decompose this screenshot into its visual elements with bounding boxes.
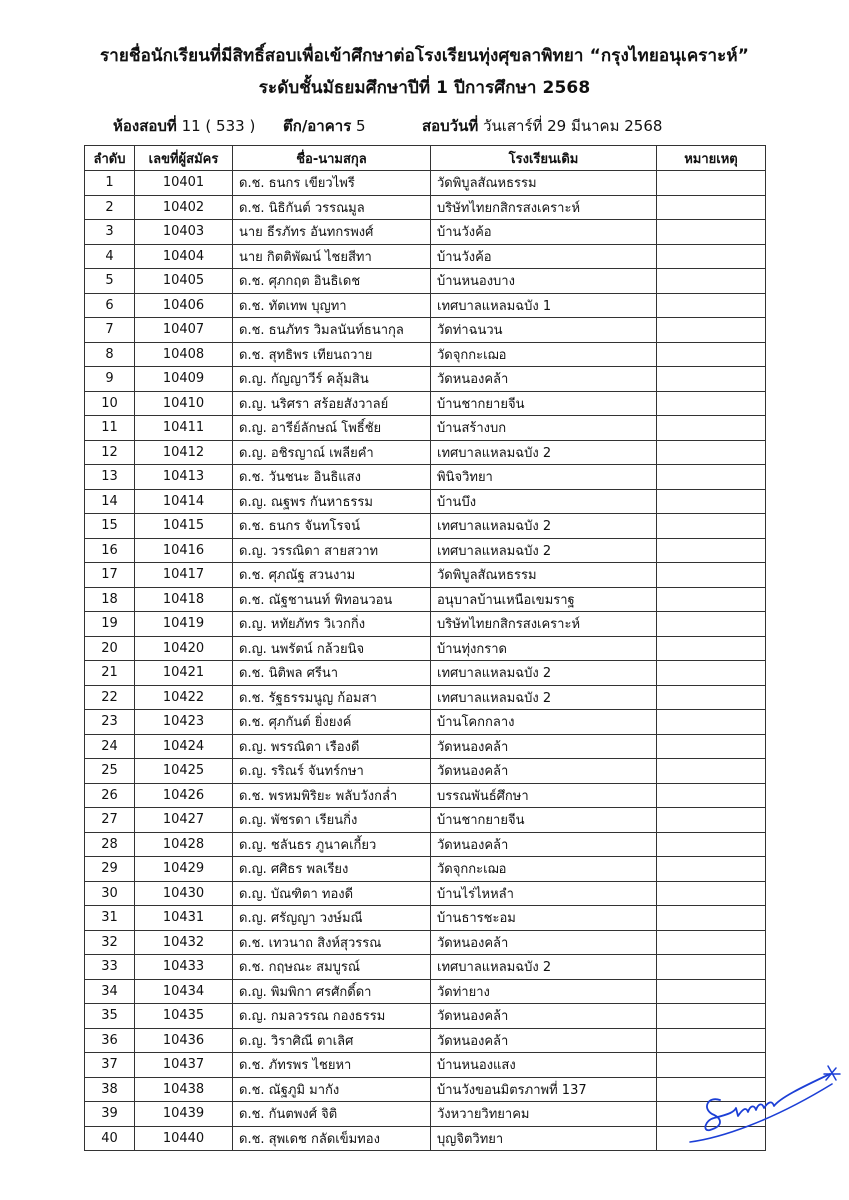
applicant-id-cell: 10403 xyxy=(135,220,233,245)
table-row xyxy=(85,563,766,588)
table-row xyxy=(85,759,766,784)
table-row xyxy=(85,293,766,318)
row-number-cell: 32 xyxy=(85,930,135,955)
remarks-cell xyxy=(657,538,766,563)
remarks-cell xyxy=(657,489,766,514)
table-row xyxy=(85,587,766,612)
row-number-cell: 27 xyxy=(85,808,135,833)
student-name-cell: ด.ช. ศุภณัฐ สวนงาม xyxy=(233,563,431,588)
student-name-cell: ด.ญ. พัชรดา เรียนกิ่ง xyxy=(233,808,431,833)
applicant-id-cell: 10409 xyxy=(135,367,233,392)
table-row xyxy=(85,538,766,563)
applicant-id-cell: 10416 xyxy=(135,538,233,563)
student-name-cell: ด.ญ. ณฐพร กันหาธรรม xyxy=(233,489,431,514)
applicant-id-cell: 10415 xyxy=(135,514,233,539)
table-row xyxy=(85,391,766,416)
former-school-cell: เทศบาลแหลมฉบัง 1 xyxy=(431,293,657,318)
student-name-cell: ด.ช. รัฐธรรมนูญ ก้อมสา xyxy=(233,685,431,710)
applicant-id-cell: 10427 xyxy=(135,808,233,833)
table-row xyxy=(85,318,766,343)
table-row xyxy=(85,465,766,490)
signature-image xyxy=(650,1060,849,1160)
row-number-cell: 37 xyxy=(85,1053,135,1078)
remarks-cell xyxy=(657,416,766,441)
table-row xyxy=(85,808,766,833)
applicant-id-cell: 10407 xyxy=(135,318,233,343)
row-number-cell: 11 xyxy=(85,416,135,441)
student-name-cell: ด.ช. ศุภกฤต อินธิเดช xyxy=(233,269,431,294)
exam-date-label: สอบวันที่ xyxy=(422,117,479,135)
table-row xyxy=(85,857,766,882)
row-number-cell: 6 xyxy=(85,293,135,318)
remarks-cell xyxy=(657,587,766,612)
row-number-cell: 23 xyxy=(85,710,135,735)
row-number-cell: 29 xyxy=(85,857,135,882)
table-row xyxy=(85,685,766,710)
remarks-cell xyxy=(657,832,766,857)
table-row xyxy=(85,661,766,686)
table-body xyxy=(85,171,766,1151)
student-name-cell: ด.ช. ภัทรพร ไชยหา xyxy=(233,1053,431,1078)
column-header-former-school: โรงเรียนเดิม xyxy=(431,146,657,171)
table-row xyxy=(85,1004,766,1029)
document-subtitle: ระดับชั้นมัธยมศึกษาปีที่ 1 ปีการศึกษา 2568 xyxy=(258,78,591,98)
applicant-id-cell: 10414 xyxy=(135,489,233,514)
student-list-table xyxy=(84,145,766,1151)
former-school-cell: บริษัทไทยกสิกรสงเคราะห์ xyxy=(431,612,657,637)
remarks-cell xyxy=(657,1028,766,1053)
row-number-cell: 7 xyxy=(85,318,135,343)
table-row xyxy=(85,269,766,294)
former-school-cell: บ้านไร่ไหหลำ xyxy=(431,881,657,906)
remarks-cell xyxy=(657,563,766,588)
student-name-cell: ด.ญ. ชลันธร ภูนาคเกี้ยว xyxy=(233,832,431,857)
row-number-cell: 21 xyxy=(85,661,135,686)
row-number-cell: 1 xyxy=(85,171,135,196)
student-name-cell: ด.ช. วันชนะ อินธิแสง xyxy=(233,465,431,490)
row-number-cell: 17 xyxy=(85,563,135,588)
applicant-id-cell: 10437 xyxy=(135,1053,233,1078)
former-school-cell: วัดท่ายาง xyxy=(431,979,657,1004)
former-school-cell: บ้านบึง xyxy=(431,489,657,514)
former-school-cell: บ้านหนองบาง xyxy=(431,269,657,294)
row-number-cell: 10 xyxy=(85,391,135,416)
table-row xyxy=(85,514,766,539)
row-number-cell: 18 xyxy=(85,587,135,612)
student-name-cell: ด.ช. สุพเดช กลัดเข็มทอง xyxy=(233,1126,431,1151)
exam-room-info xyxy=(113,114,255,138)
student-name-cell: ด.ช. ณัฐชานนท์ พิทอนวอน xyxy=(233,587,431,612)
former-school-cell: บ้านวังขอนมิตรภาพที่ 137 xyxy=(431,1077,657,1102)
table-row xyxy=(85,881,766,906)
row-number-cell: 12 xyxy=(85,440,135,465)
student-name-cell: ด.ช. ณัฐภูมิ มากัง xyxy=(233,1077,431,1102)
document-title: รายชื่อนักเรียนที่มีสิทธิ์สอบเพื่อเข้าศึกษาต่อโรงเรียนทุ่งศุขลาพิทยา “กรุงไทยอนุเคราะห์” xyxy=(100,46,749,66)
student-name-cell: ด.ญ. พิมพิกา ศรศักดิ์ดา xyxy=(233,979,431,1004)
remarks-cell xyxy=(657,220,766,245)
student-name-cell: ด.ญ. กัญญาวีร์ คลุ้มสิน xyxy=(233,367,431,392)
table-row xyxy=(85,612,766,637)
remarks-cell xyxy=(657,195,766,220)
former-school-cell: บรรณพันธ์ศึกษา xyxy=(431,783,657,808)
table-row xyxy=(85,979,766,1004)
former-school-cell: บ้านทุ่งกราด xyxy=(431,636,657,661)
former-school-cell: วังหวายวิทยาคม xyxy=(431,1102,657,1127)
column-header-remarks: หมายเหตุ xyxy=(657,146,766,171)
student-name-cell: ด.ช. ทัตเทพ บุญทา xyxy=(233,293,431,318)
column-header-name: ชื่อ-นามสกุล xyxy=(233,146,431,171)
former-school-cell: เทศบาลแหลมฉบัง 2 xyxy=(431,538,657,563)
applicant-id-cell: 10413 xyxy=(135,465,233,490)
row-number-cell: 5 xyxy=(85,269,135,294)
remarks-cell xyxy=(657,269,766,294)
former-school-cell: พินิจวิทยา xyxy=(431,465,657,490)
remarks-cell xyxy=(657,710,766,735)
student-name-cell: ด.ญ. นริศรา สร้อยสังวาลย์ xyxy=(233,391,431,416)
row-number-cell: 35 xyxy=(85,1004,135,1029)
student-name-cell: ด.ญ. อชิรญาณ์ เพลียคำ xyxy=(233,440,431,465)
remarks-cell xyxy=(657,734,766,759)
student-name-cell: ด.ช. พรหมพิริยะ พลับวังกล่ำ xyxy=(233,783,431,808)
former-school-cell: บ้านชากยายจีน xyxy=(431,808,657,833)
row-number-cell: 3 xyxy=(85,220,135,245)
applicant-id-cell: 10431 xyxy=(135,906,233,931)
table-row xyxy=(85,244,766,269)
student-name-cell: ด.ช. ธนกร เขียวไพรี xyxy=(233,171,431,196)
remarks-cell xyxy=(657,857,766,882)
row-number-cell: 20 xyxy=(85,636,135,661)
row-number-cell: 33 xyxy=(85,955,135,980)
remarks-cell xyxy=(657,808,766,833)
remarks-cell xyxy=(657,636,766,661)
applicant-id-cell: 10436 xyxy=(135,1028,233,1053)
former-school-cell: วัดจุกกะเฌอ xyxy=(431,342,657,367)
row-number-cell: 16 xyxy=(85,538,135,563)
remarks-cell xyxy=(657,244,766,269)
row-number-cell: 2 xyxy=(85,195,135,220)
applicant-id-cell: 10435 xyxy=(135,1004,233,1029)
table-row xyxy=(85,171,766,196)
former-school-cell: บ้านธารชะอม xyxy=(431,906,657,931)
former-school-cell: บ้านชากยายจีน xyxy=(431,391,657,416)
student-name-cell: ด.ช. ศุภกันต์ ยิ่งยงค์ xyxy=(233,710,431,735)
student-name-cell: นาย ธีรภัทร อันทกรพงศ์ xyxy=(233,220,431,245)
signature-star-mark xyxy=(824,1066,840,1080)
applicant-id-cell: 10434 xyxy=(135,979,233,1004)
applicant-id-cell: 10420 xyxy=(135,636,233,661)
row-number-cell: 36 xyxy=(85,1028,135,1053)
student-name-cell: ด.ญ. หทัยภัทร วิเวกกิ่ง xyxy=(233,612,431,637)
student-name-cell: ด.ช. กฤษณะ สมบูรณ์ xyxy=(233,955,431,980)
table-row xyxy=(85,783,766,808)
applicant-id-cell: 10423 xyxy=(135,710,233,735)
former-school-cell: เทศบาลแหลมฉบัง 2 xyxy=(431,955,657,980)
remarks-cell xyxy=(657,979,766,1004)
exam-room-value: 11 ( 533 ) xyxy=(181,117,256,135)
row-number-cell: 22 xyxy=(85,685,135,710)
row-number-cell: 39 xyxy=(85,1102,135,1127)
row-number-cell: 15 xyxy=(85,514,135,539)
applicant-id-cell: 10408 xyxy=(135,342,233,367)
student-name-cell: ด.ญ. บัณฑิตา ทองดี xyxy=(233,881,431,906)
student-name-cell: ด.ญ. วิราศิณี ตาเลิศ xyxy=(233,1028,431,1053)
student-name-cell: ด.ญ. นพรัตน์ กล้วยนิจ xyxy=(233,636,431,661)
row-number-cell: 8 xyxy=(85,342,135,367)
remarks-cell xyxy=(657,318,766,343)
table-row xyxy=(85,1028,766,1053)
applicant-id-cell: 10424 xyxy=(135,734,233,759)
applicant-id-cell: 10429 xyxy=(135,857,233,882)
table-row xyxy=(85,342,766,367)
table-row xyxy=(85,636,766,661)
student-name-cell: ด.ญ. ศศิธร พลเรียง xyxy=(233,857,431,882)
table-row xyxy=(85,906,766,931)
student-name-cell: ด.ญ. กมลวรรณ กองธรรม xyxy=(233,1004,431,1029)
row-number-cell: 38 xyxy=(85,1077,135,1102)
column-header-no: ลำดับ xyxy=(85,146,135,171)
applicant-id-cell: 10417 xyxy=(135,563,233,588)
former-school-cell: วัดหนองคล้า xyxy=(431,367,657,392)
student-name-cell: ด.ช. ธนกร จันทโรจน์ xyxy=(233,514,431,539)
building-info xyxy=(283,114,366,138)
former-school-cell: บริษัทไทยกสิกรสงเคราะห์ xyxy=(431,195,657,220)
former-school-cell: บ้านวังค้อ xyxy=(431,244,657,269)
student-name-cell: ด.ช. ธนภัทร วิมลนันท์ธนากุล xyxy=(233,318,431,343)
remarks-cell xyxy=(657,465,766,490)
student-name-cell: ด.ญ. รริณร์ จันทร์กษา xyxy=(233,759,431,784)
former-school-cell: เทศบาลแหลมฉบัง 2 xyxy=(431,685,657,710)
applicant-id-cell: 10402 xyxy=(135,195,233,220)
former-school-cell: เทศบาลแหลมฉบัง 2 xyxy=(431,440,657,465)
table-row xyxy=(85,220,766,245)
remarks-cell xyxy=(657,881,766,906)
row-number-cell: 31 xyxy=(85,906,135,931)
applicant-id-cell: 10439 xyxy=(135,1102,233,1127)
row-number-cell: 26 xyxy=(85,783,135,808)
signature-stroke xyxy=(705,1074,830,1130)
former-school-cell: เทศบาลแหลมฉบัง 2 xyxy=(431,514,657,539)
applicant-id-cell: 10425 xyxy=(135,759,233,784)
former-school-cell: วัดหนองคล้า xyxy=(431,832,657,857)
table-row xyxy=(85,367,766,392)
row-number-cell: 4 xyxy=(85,244,135,269)
building-value: 5 xyxy=(356,117,366,135)
student-name-cell: ด.ช. เทวนาถ สิงห์สุวรรณ xyxy=(233,930,431,955)
remarks-cell xyxy=(657,367,766,392)
table-row xyxy=(85,489,766,514)
student-name-cell: ด.ญ. อารีย์ลักษณ์ โพธิ์ชัย xyxy=(233,416,431,441)
table-row xyxy=(85,955,766,980)
former-school-cell: วัดท่าฉนวน xyxy=(431,318,657,343)
applicant-id-cell: 10433 xyxy=(135,955,233,980)
remarks-cell xyxy=(657,612,766,637)
table-row xyxy=(85,832,766,857)
row-number-cell: 25 xyxy=(85,759,135,784)
row-number-cell: 30 xyxy=(85,881,135,906)
remarks-cell xyxy=(657,661,766,686)
former-school-cell: บ้านสร้างบก xyxy=(431,416,657,441)
applicant-id-cell: 10440 xyxy=(135,1126,233,1151)
applicant-id-cell: 10426 xyxy=(135,783,233,808)
applicant-id-cell: 10412 xyxy=(135,440,233,465)
table-row xyxy=(85,195,766,220)
remarks-cell xyxy=(657,171,766,196)
table-row xyxy=(85,734,766,759)
former-school-cell: อนุบาลบ้านเหนือเขมราฐ xyxy=(431,587,657,612)
applicant-id-cell: 10401 xyxy=(135,171,233,196)
student-name-cell: ด.ญ. ศรัญญา วงษ์มณี xyxy=(233,906,431,931)
former-school-cell: เทศบาลแหลมฉบัง 2 xyxy=(431,661,657,686)
applicant-id-cell: 10421 xyxy=(135,661,233,686)
former-school-cell: วัดพิบูลสัณหธรรม xyxy=(431,171,657,196)
row-number-cell: 34 xyxy=(85,979,135,1004)
remarks-cell xyxy=(657,440,766,465)
former-school-cell: วัดหนองคล้า xyxy=(431,734,657,759)
remarks-cell xyxy=(657,906,766,931)
remarks-cell xyxy=(657,391,766,416)
former-school-cell: วัดจุกกะเฌอ xyxy=(431,857,657,882)
column-header-applicant-id: เลขที่ผู้สมัคร xyxy=(135,146,233,171)
remarks-cell xyxy=(657,1004,766,1029)
applicant-id-cell: 10428 xyxy=(135,832,233,857)
table-row xyxy=(85,930,766,955)
remarks-cell xyxy=(657,342,766,367)
applicant-id-cell: 10438 xyxy=(135,1077,233,1102)
applicant-id-cell: 10406 xyxy=(135,293,233,318)
applicant-id-cell: 10405 xyxy=(135,269,233,294)
applicant-id-cell: 10418 xyxy=(135,587,233,612)
building-label: ตึก/อาคาร xyxy=(283,117,352,135)
applicant-id-cell: 10404 xyxy=(135,244,233,269)
remarks-cell xyxy=(657,955,766,980)
former-school-cell: บ้านหนองแสง xyxy=(431,1053,657,1078)
former-school-cell: บุญจิตวิทยา xyxy=(431,1126,657,1151)
applicant-id-cell: 10411 xyxy=(135,416,233,441)
row-number-cell: 19 xyxy=(85,612,135,637)
student-name-cell: ด.ญ. พรรณิดา เรืองดี xyxy=(233,734,431,759)
applicant-id-cell: 10422 xyxy=(135,685,233,710)
table-row xyxy=(85,440,766,465)
remarks-cell xyxy=(657,293,766,318)
row-number-cell: 9 xyxy=(85,367,135,392)
applicant-id-cell: 10410 xyxy=(135,391,233,416)
student-name-cell: นาย กิตติพัฒน์ ไชยสีทา xyxy=(233,244,431,269)
student-name-cell: ด.ญ. วรรณิดา สายสวาท xyxy=(233,538,431,563)
row-number-cell: 13 xyxy=(85,465,135,490)
table-row xyxy=(85,416,766,441)
remarks-cell xyxy=(657,685,766,710)
row-number-cell: 14 xyxy=(85,489,135,514)
applicant-id-cell: 10432 xyxy=(135,930,233,955)
row-number-cell: 28 xyxy=(85,832,135,857)
former-school-cell: บ้านโคกกลาง xyxy=(431,710,657,735)
row-number-cell: 40 xyxy=(85,1126,135,1151)
student-name-cell: ด.ช. นิติพล ศรีนา xyxy=(233,661,431,686)
student-name-cell: ด.ช. กันตพงศ์ จิติ xyxy=(233,1102,431,1127)
former-school-cell: วัดหนองคล้า xyxy=(431,1004,657,1029)
remarks-cell xyxy=(657,930,766,955)
former-school-cell: บ้านวังค้อ xyxy=(431,220,657,245)
table-row xyxy=(85,710,766,735)
exam-room-label: ห้องสอบที่ xyxy=(113,117,177,135)
applicant-id-cell: 10430 xyxy=(135,881,233,906)
remarks-cell xyxy=(657,759,766,784)
former-school-cell: วัดหนองคล้า xyxy=(431,930,657,955)
former-school-cell: วัดหนองคล้า xyxy=(431,1028,657,1053)
table-header-row xyxy=(85,146,766,171)
student-name-cell: ด.ช. นิธิกันต์ วรรณมูล xyxy=(233,195,431,220)
row-number-cell: 24 xyxy=(85,734,135,759)
exam-date-value: วันเสาร์ที่ 29 มีนาคม 2568 xyxy=(483,117,663,135)
exam-date-info xyxy=(422,114,662,138)
former-school-cell: วัดหนองคล้า xyxy=(431,759,657,784)
student-name-cell: ด.ช. สุทธิพร เทียนถวาย xyxy=(233,342,431,367)
former-school-cell: วัดพิบูลสัณหธรรม xyxy=(431,563,657,588)
applicant-id-cell: 10419 xyxy=(135,612,233,637)
remarks-cell xyxy=(657,783,766,808)
remarks-cell xyxy=(657,514,766,539)
